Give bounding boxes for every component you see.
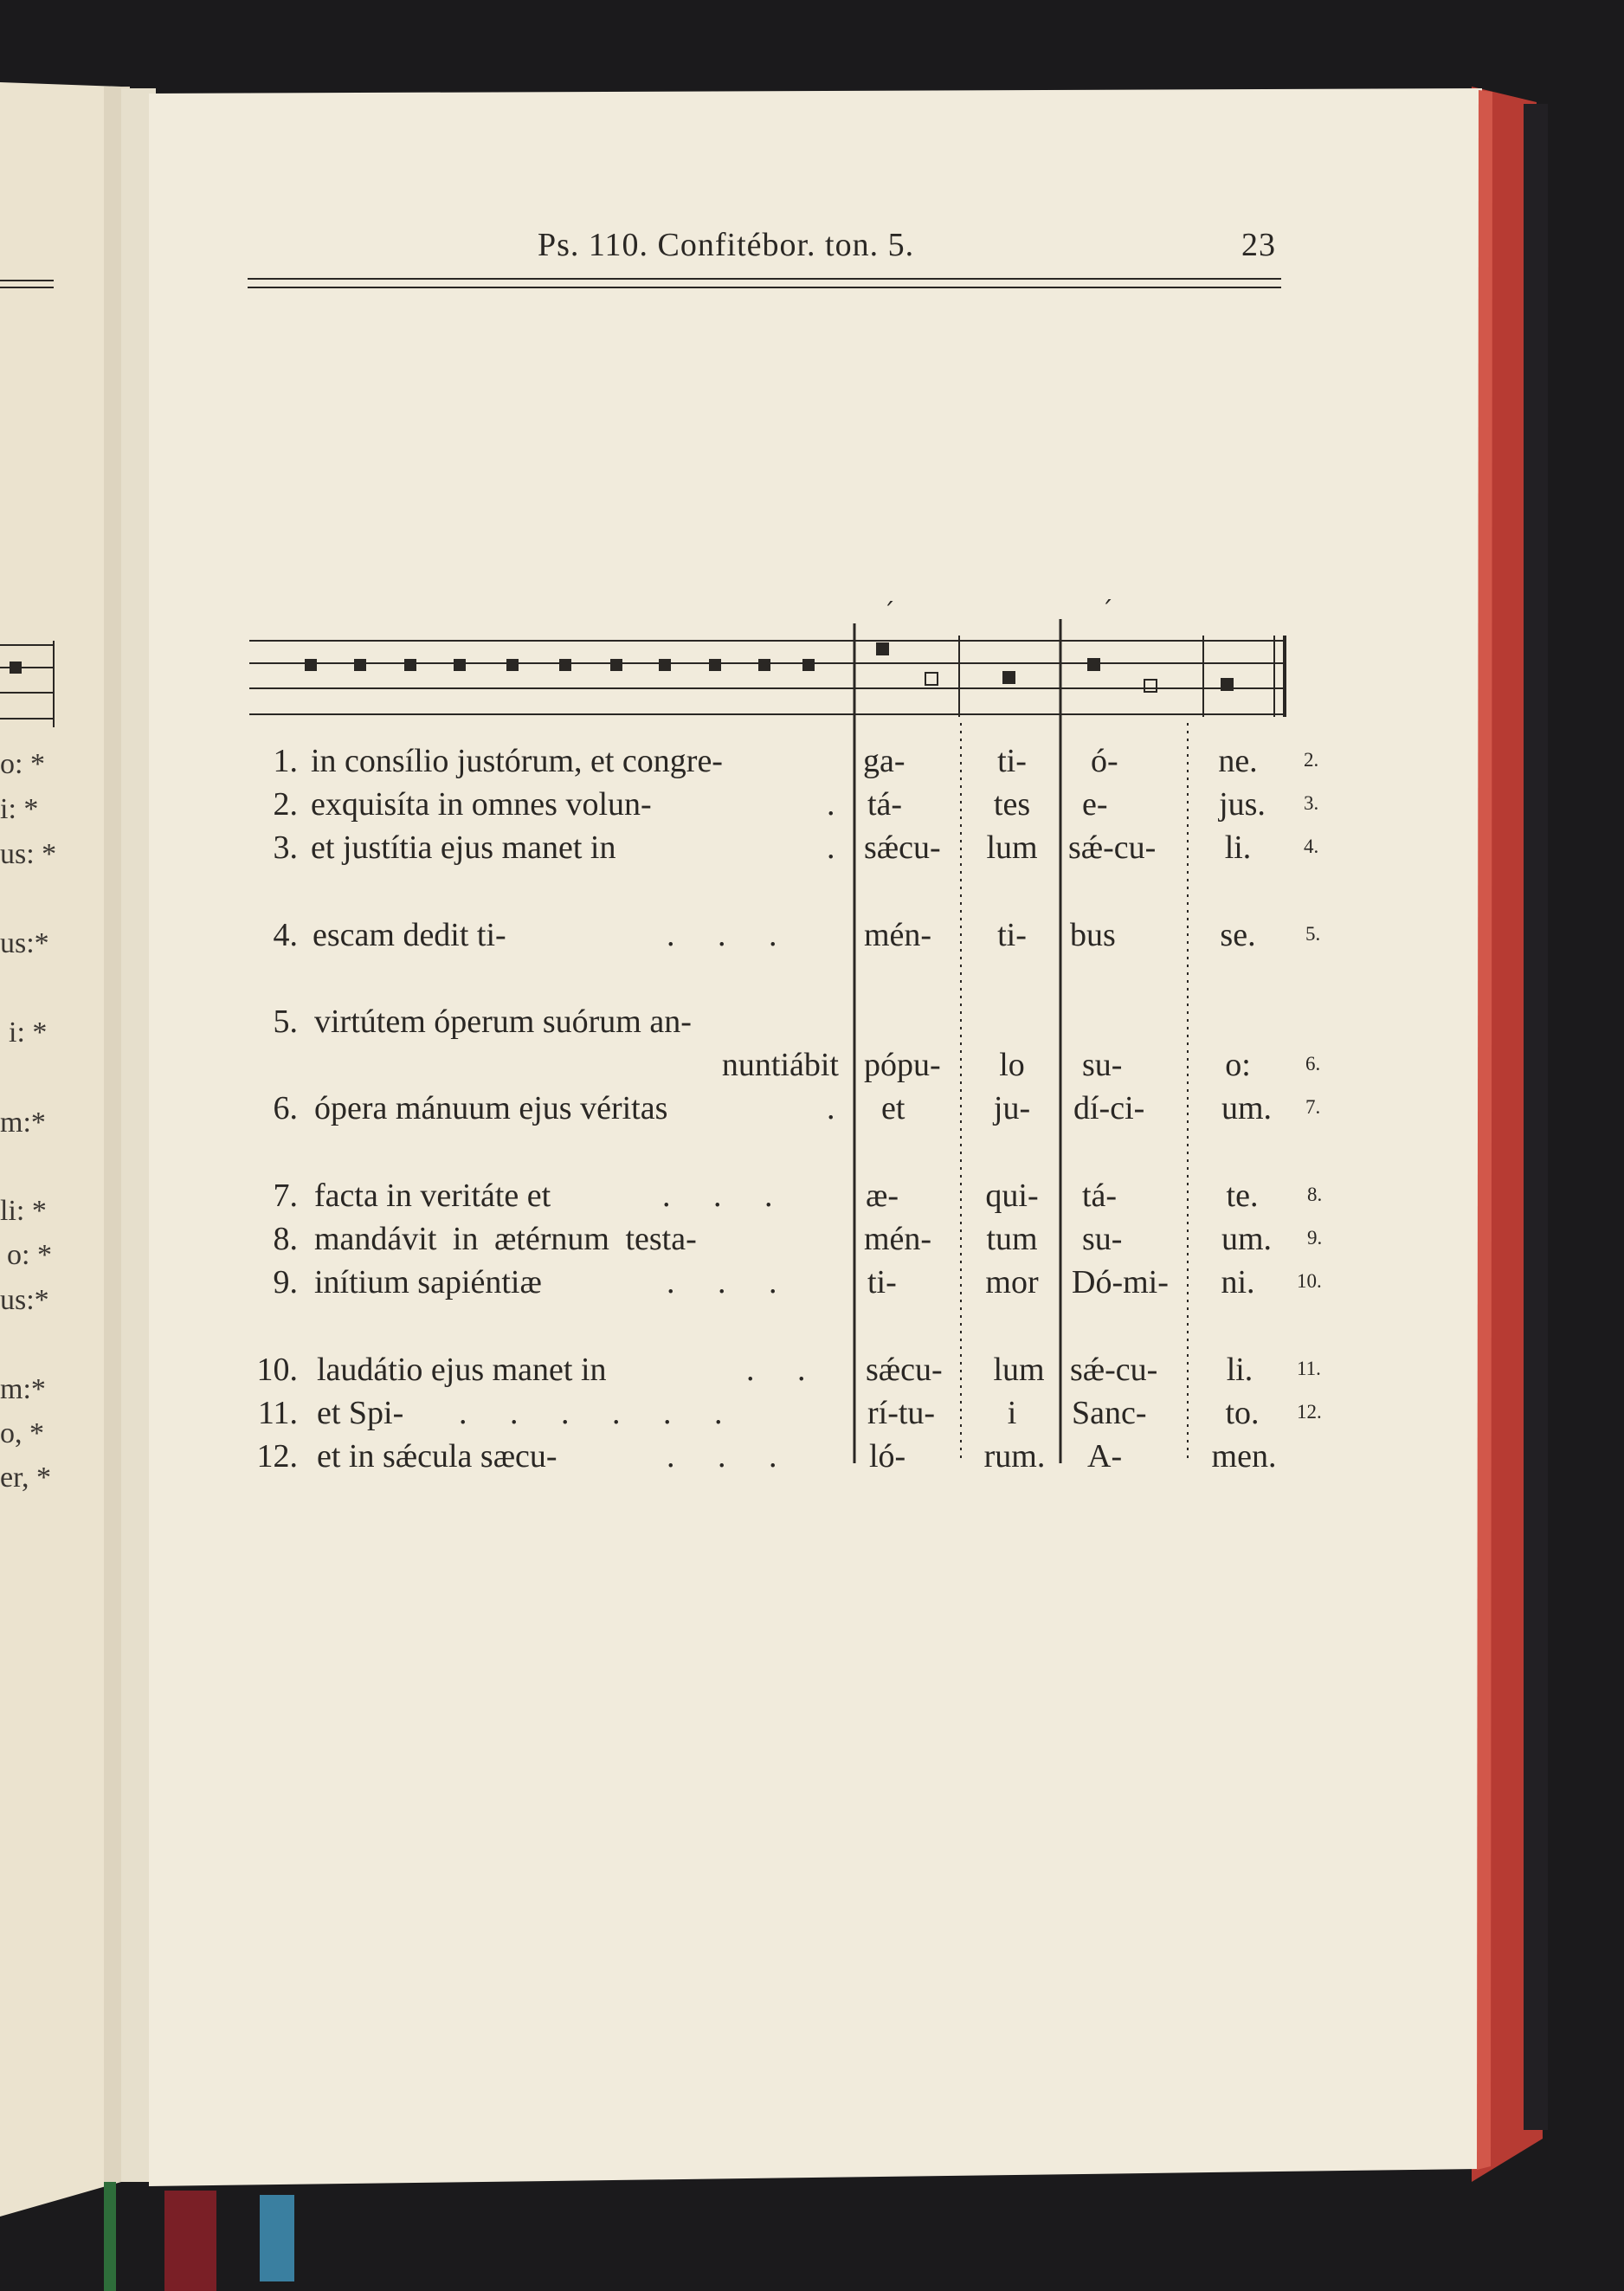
verse-col1: tá- xyxy=(867,786,903,823)
verse-col2: ti- xyxy=(997,917,1027,953)
verse-col2: tum xyxy=(986,1221,1038,1257)
verse-text: et in sǽcula sæcu- xyxy=(317,1438,557,1475)
verse-col2: lo xyxy=(999,1047,1025,1083)
verse-col3: sǽ-cu- xyxy=(1068,829,1157,866)
verse-col2: i xyxy=(1007,1395,1017,1431)
verse-col2: ti- xyxy=(997,743,1027,779)
verse-text: ópera mánuum ejus véritas xyxy=(314,1090,668,1126)
verse-reference: 10. xyxy=(1297,1270,1322,1292)
verse-col3: su- xyxy=(1082,1221,1123,1257)
verse-col3: ó- xyxy=(1091,743,1118,779)
left-fragment: o, * xyxy=(0,1417,44,1449)
verse-number: 6. xyxy=(273,1090,298,1126)
verse-col4: ne. xyxy=(1218,743,1258,779)
verse-col4: o: xyxy=(1225,1047,1251,1083)
verse-reference: 7. xyxy=(1305,1096,1321,1118)
left-fragment: m:* xyxy=(0,1373,46,1405)
verse-col3: dí-ci- xyxy=(1073,1090,1145,1126)
verse-dots: . . . . . . xyxy=(459,1395,723,1431)
verse-col4: te. xyxy=(1226,1178,1259,1214)
verse-col2: ju- xyxy=(993,1090,1031,1126)
verse-dots: . . . xyxy=(667,917,777,953)
left-fragment: i: * xyxy=(9,1016,48,1049)
running-title: Ps. 110. Confitébor. ton. 5. xyxy=(538,227,915,263)
verse-number: 7. xyxy=(273,1178,298,1214)
verse-dots: . . . xyxy=(662,1178,773,1214)
verse-dots: . xyxy=(827,1090,835,1126)
verse-col4: um. xyxy=(1221,1221,1273,1257)
verse-number: 11. xyxy=(257,1395,298,1431)
verse-reference: 11. xyxy=(1297,1358,1321,1379)
verse-col2: lum xyxy=(986,829,1038,866)
verse-col1: æ- xyxy=(866,1178,899,1214)
verse-text: et Spi- xyxy=(317,1395,404,1431)
verse-number: 9. xyxy=(273,1264,298,1300)
verse-text: et justítia ejus manet in xyxy=(311,829,616,866)
verse-col4: jus. xyxy=(1219,786,1266,823)
verse-col2: rum. xyxy=(983,1438,1046,1475)
verse-text: virtútem óperum suórum an- xyxy=(314,1004,692,1040)
verse-reference: 9. xyxy=(1307,1227,1323,1249)
verse-col3: Dó-mi- xyxy=(1072,1264,1169,1300)
verse-reference: 12. xyxy=(1297,1401,1322,1423)
verse-number: 2. xyxy=(273,786,298,823)
verse-col1: ló- xyxy=(869,1438,906,1475)
verse-col1: pópu- xyxy=(864,1047,941,1083)
verse-dots: . . . xyxy=(667,1264,777,1300)
verse-col2: lum xyxy=(993,1352,1045,1388)
verse-col3: A- xyxy=(1087,1438,1123,1475)
verse-text: laudátio ejus manet in xyxy=(317,1352,607,1388)
verse-col3: su- xyxy=(1082,1047,1123,1083)
verse-col3: Sanc- xyxy=(1072,1395,1147,1431)
verse-number: 10. xyxy=(256,1352,298,1388)
verse-col4: se. xyxy=(1220,917,1256,953)
verse-col4: men. xyxy=(1211,1438,1277,1475)
verse-col1: et xyxy=(881,1090,905,1126)
verse-col4: to. xyxy=(1225,1395,1260,1431)
verse-col4: ni. xyxy=(1221,1264,1255,1300)
verse-col3: e- xyxy=(1082,786,1108,823)
verse-reference: 8. xyxy=(1307,1184,1323,1205)
verse-dots: . xyxy=(827,829,835,866)
verse-col4: li. xyxy=(1226,1352,1253,1388)
verse-number: 4. xyxy=(273,917,298,953)
left-fragment: li: * xyxy=(0,1195,47,1227)
verse-dots: . xyxy=(827,786,835,823)
verse-number: 3. xyxy=(273,829,298,866)
verse-text: inítium sapiéntiæ xyxy=(314,1264,542,1300)
verse-text: mandávit in ætérnum testa- xyxy=(314,1221,697,1257)
left-fragment: us:* xyxy=(0,1284,49,1316)
verse-col3: sǽ-cu- xyxy=(1070,1352,1158,1388)
verse-col2: tes xyxy=(993,786,1031,823)
accent-mark-2: ´ xyxy=(1100,597,1113,627)
verse-col3: tá- xyxy=(1082,1178,1118,1214)
verse-dots: . . xyxy=(746,1352,806,1388)
verse-text: exquisíta in omnes volun- xyxy=(311,786,652,823)
verse-col3: bus xyxy=(1070,917,1116,953)
accent-mark-1: ´ xyxy=(882,598,895,629)
left-fragment: i: * xyxy=(0,793,39,825)
verse-text: in consílio justórum, et congre- xyxy=(311,743,723,779)
verse-number: 5. xyxy=(273,1004,298,1040)
verse-reference: 5. xyxy=(1305,923,1321,945)
verse-number: 12. xyxy=(256,1438,298,1475)
verse-col1: sǽcu- xyxy=(866,1352,943,1388)
verse-reference: 6. xyxy=(1305,1053,1321,1075)
verse-reference: 3. xyxy=(1304,792,1319,814)
verse-text: facta in veritáte et xyxy=(314,1178,551,1214)
verse-reference: 2. xyxy=(1304,749,1319,771)
verse-number: 1. xyxy=(273,743,298,779)
left-fragment: us:* xyxy=(0,927,49,959)
left-fragment: o: * xyxy=(0,748,45,780)
verse-col4: li. xyxy=(1224,829,1252,866)
verse-col1: ga- xyxy=(863,743,905,779)
verse-text-continued: nuntiábit xyxy=(721,1047,839,1083)
verse-text: escam dedit ti- xyxy=(313,917,506,953)
left-fragment: er, * xyxy=(0,1462,52,1494)
verse-reference: 4. xyxy=(1304,836,1319,857)
verse-col2: qui- xyxy=(985,1178,1039,1214)
verse-col1: ti- xyxy=(867,1264,897,1300)
left-fragment: o: * xyxy=(7,1239,52,1271)
left-fragment: us: * xyxy=(0,838,57,870)
verse-col1: sǽcu- xyxy=(864,829,941,866)
page-number: 23 xyxy=(1241,227,1276,263)
verse-col1: mén- xyxy=(864,1221,932,1257)
verse-col1: mén- xyxy=(864,917,932,953)
verse-col1: rí-tu- xyxy=(867,1395,936,1431)
verse-col2: mor xyxy=(985,1264,1039,1300)
left-fragment: m:* xyxy=(0,1107,46,1139)
verse-number: 8. xyxy=(273,1221,298,1257)
verse-col4: um. xyxy=(1221,1090,1273,1126)
verse-dots: . . . xyxy=(667,1438,777,1475)
